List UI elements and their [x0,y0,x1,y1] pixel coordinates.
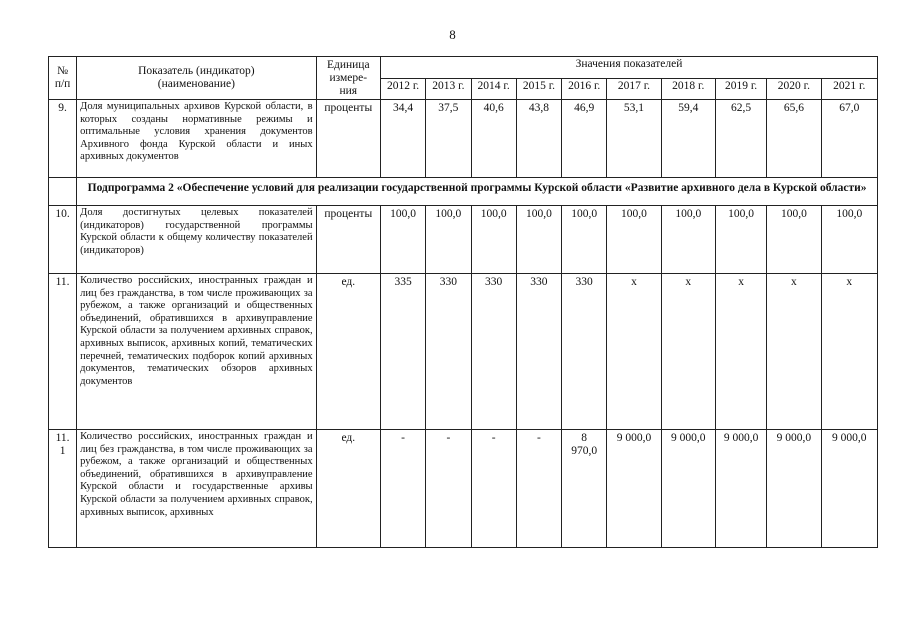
unit-cell: проценты [316,206,380,274]
page-number: 8 [449,27,456,42]
value-cell: 100,0 [607,206,661,274]
table-row [49,430,878,548]
subprogram-row [49,178,878,206]
value-cell: 65,6 [767,100,821,178]
value-cell: 100,0 [380,206,425,274]
header-year: 2013 г. [426,78,471,100]
header-year: 2016 г. [562,78,607,100]
value-cell: - [471,430,516,548]
subprogram-number-cell [49,178,77,206]
header-indicator: Показатель (индикатор) (наименование) [77,57,316,100]
value-cell: х [767,274,821,430]
value-cell: 67,0 [821,100,877,178]
header-number: № п/п [49,57,77,100]
header-unit: Единица измере- ния [316,57,380,100]
value-cell: 100,0 [767,206,821,274]
value-cell: 9 000,0 [661,430,715,548]
header-year: 2021 г. [821,78,877,100]
header-year: 2014 г. [471,78,516,100]
header-values-title: Значения показателей [380,57,877,79]
header-year: 2018 г. [661,78,715,100]
value-cell: х [661,274,715,430]
indicators-table [48,56,878,548]
value-cell: 53,1 [607,100,661,178]
value-cell: 100,0 [516,206,561,274]
value-cell: 40,6 [471,100,516,178]
value-cell: 330 [562,274,607,430]
value-cell: 43,8 [516,100,561,178]
value-cell: 100,0 [426,206,471,274]
header-row [49,57,878,79]
header-year: 2017 г. [607,78,661,100]
value-cell: х [715,274,766,430]
header-year: 2019 г. [715,78,766,100]
subprogram-title: Подпрограмма 2 «Обеспечение условий для реализации государственной программы Курской области «Развитие архивного дела в Курской области» [77,178,878,206]
value-cell: 9 000,0 [607,430,661,548]
value-cell: 100,0 [715,206,766,274]
value-cell: 59,4 [661,100,715,178]
indicator-description: Количество российских, иностранных граждан и лиц без гражданства, в том числе проживающих за рубежом, а также организаций и общественных объединений, обратившихся в архивуправление Курской области за получением архивных справок, архивных выписок, архивных копий, тематических перечней, тематических подборок копий архивных документов, тематических обзоров архивных документов [77,274,316,430]
table-row [49,100,878,178]
header-year: 2020 г. [767,78,821,100]
value-cell: 9 000,0 [767,430,821,548]
row-number: 11. [49,274,77,430]
value-cell: 100,0 [821,206,877,274]
value-cell: - [516,430,561,548]
value-cell: х [607,274,661,430]
indicator-description: Количество российских, иностранных граждан и лиц без гражданства, в том числе проживающих за рубежом, а также организаций и общественных объединений, обратившихся в архивуправление Курской области и государственные архивы Курской области за получением архивных справок, архивных выписок, архивных [77,430,316,548]
table-row [49,274,878,430]
value-cell: 100,0 [661,206,715,274]
value-cell: х [821,274,877,430]
value-cell: - [426,430,471,548]
value-cell: 34,4 [380,100,425,178]
value-cell: 9 000,0 [821,430,877,548]
value-cell: 100,0 [471,206,516,274]
value-cell: 62,5 [715,100,766,178]
value-cell: 37,5 [426,100,471,178]
table-body [49,100,878,548]
indicator-description: Доля муниципальных архивов Курской области, в которых созданы нормативные режимы и оптимальные условия хранения документов Архивного фонда Курской области и иных архивных документов [77,100,316,178]
value-cell: 330 [471,274,516,430]
unit-cell: ед. [316,430,380,548]
value-cell: 9 000,0 [715,430,766,548]
row-number: 10. [49,206,77,274]
unit-cell: проценты [316,100,380,178]
row-number: 9. [49,100,77,178]
header-year: 2015 г. [516,78,561,100]
header-year: 2012 г. [380,78,425,100]
row-number: 11. 1 [49,430,77,548]
value-cell: 330 [516,274,561,430]
value-cell: 8 970,0 [562,430,607,548]
value-cell: 335 [380,274,425,430]
table-row [49,206,878,274]
value-cell: 100,0 [562,206,607,274]
unit-cell: ед. [316,274,380,430]
value-cell: 330 [426,274,471,430]
value-cell: 46,9 [562,100,607,178]
value-cell: - [380,430,425,548]
indicator-description: Доля достигнутых целевых показателей (индикаторов) государственной программы Курской области к общему количеству показателей (индикаторов) [77,206,316,274]
